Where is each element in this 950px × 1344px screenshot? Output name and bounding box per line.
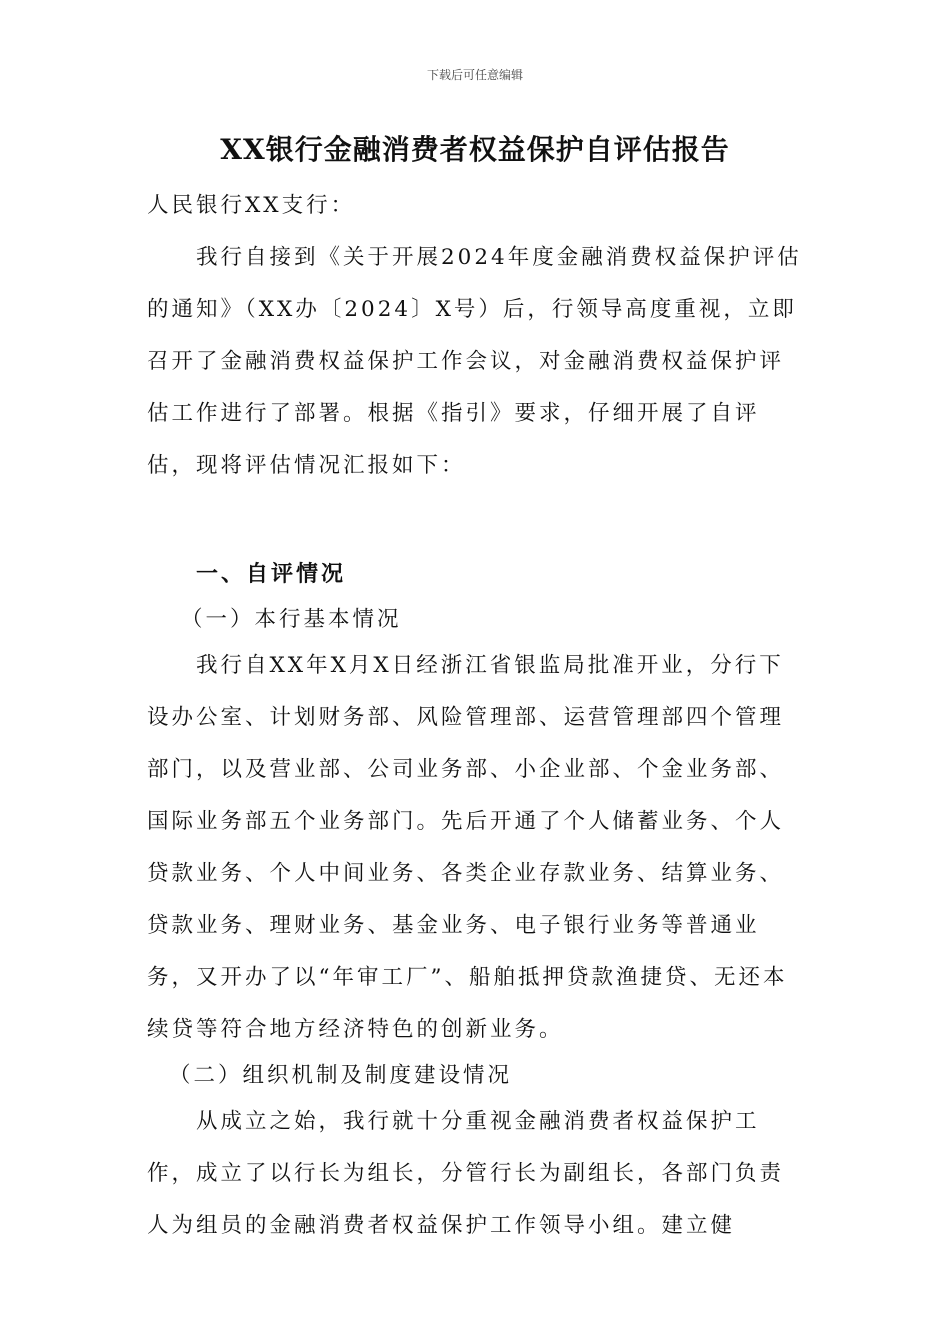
document-title: XX银行金融消费者权益保护自评估报告 [220, 133, 730, 166]
salutation: 人民银行XX支行： [147, 193, 356, 218]
subsection-heading-organization: （二）组织机制及制度建设情况 [169, 1063, 513, 1088]
basic-info-paragraph: 我行自XX年X月X日经浙江省银监局批准开业，分行下设办公室、计划财务部、风险管理部、运营管理部四个管理部门，以及营业部、公司业务部、小企业部、个金业务部、国际业务部五个业务部门。先后开通了个人储蓄业务、个人贷款业务、个人中间业务、各类企业存款业务、结算业务、贷款业务、理财业务、基金业务、电子银行业务等普通业务，又开办了以“年审工厂”、船舶抵押贷款渔捷贷、无还本续贷等符合地方经济特色的创新业务。 [147, 653, 788, 1042]
organization-paragraph: 从成立之始，我行就十分重视金融消费者权益保护工作，成立了以行长为组长，分管行长为副组长，各部门负责人为组员的金融消费者权益保护工作领导小组。建立健 [147, 1109, 785, 1238]
intro-paragraph: 我行自接到《关于开展2024年度金融消费权益保护评估的通知》（XX办〔2024〕X号）后，行领导高度重视，立即召开了金融消费权益保护工作会议，对金融消费权益保护评估工作进行了部署。根据《指引》要求，仔细开展了自评估，现将评估情况汇报如下： [147, 245, 802, 478]
document-body [147, 180, 807, 1252]
subsection-heading-basic-info: （一）本行基本情况 [181, 607, 402, 632]
section-spacer [147, 492, 807, 548]
section-heading: 一、自评情况 [196, 561, 347, 587]
header-note: 下载后可任意编辑 [426, 68, 523, 82]
